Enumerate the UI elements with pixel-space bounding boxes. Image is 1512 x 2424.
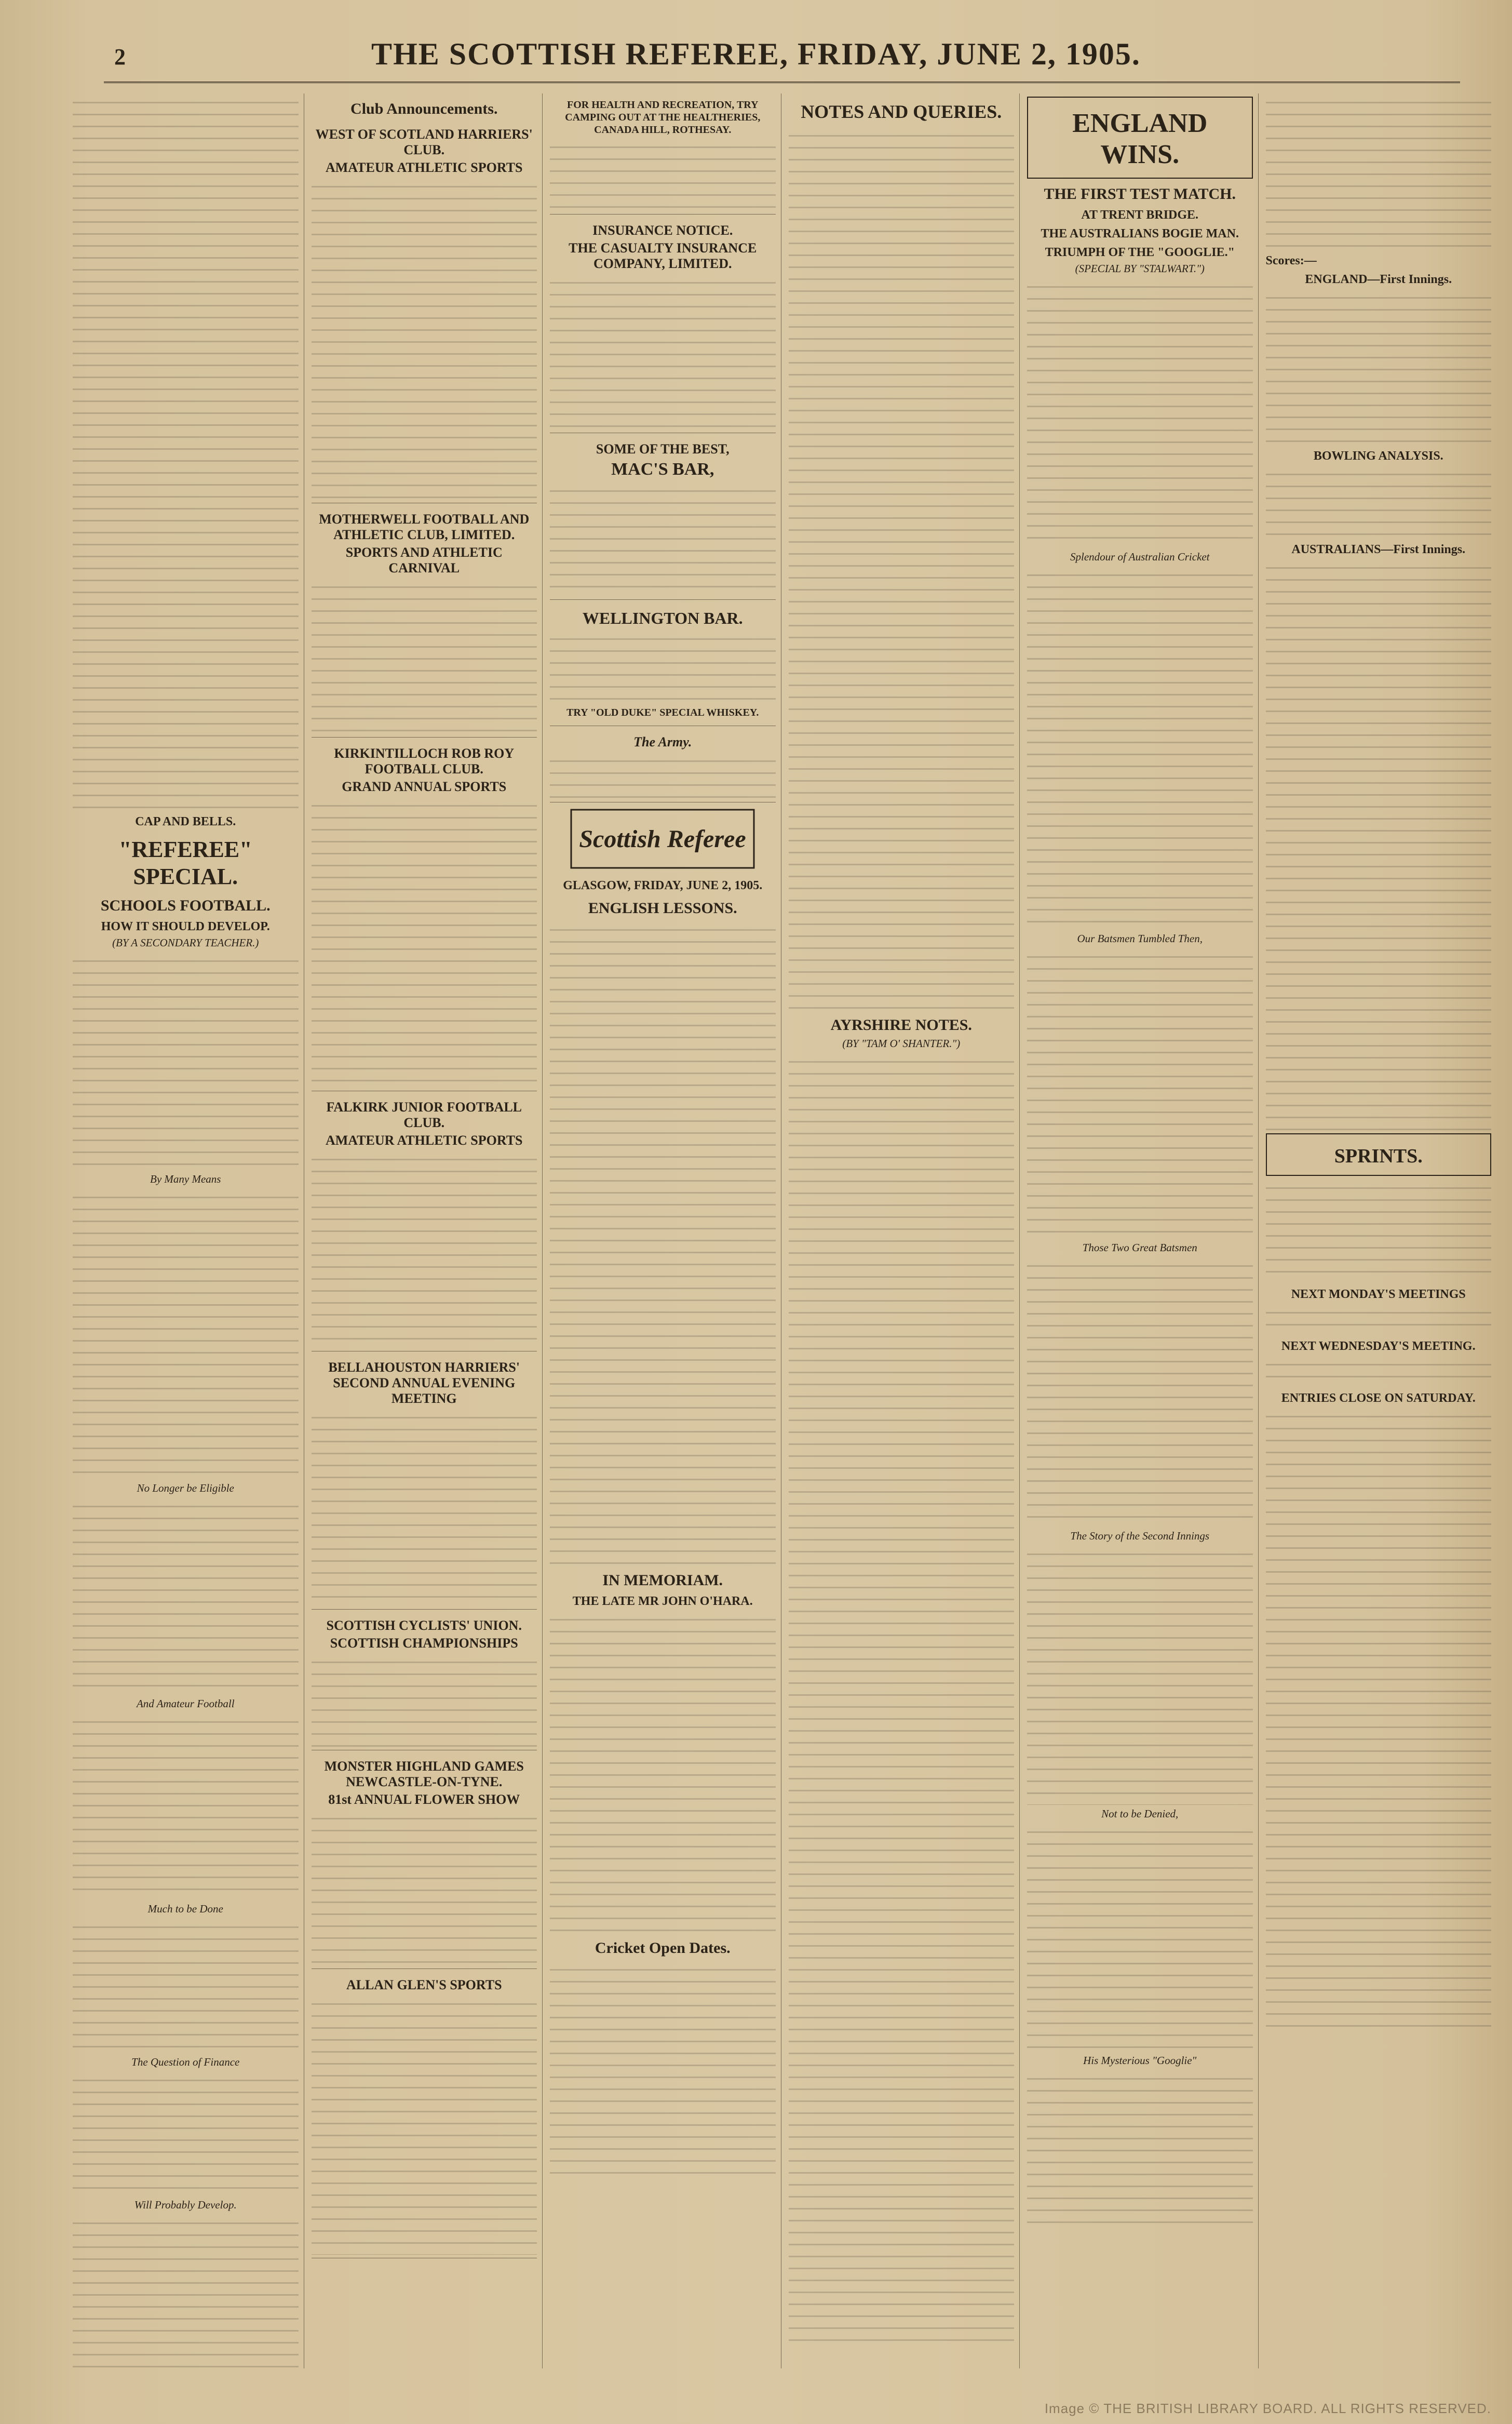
australians-first-innings-heading: AUSTRALIANS—First Innings.	[1291, 543, 1466, 556]
advert	[550, 729, 776, 802]
para-head: Will Probably Develop.	[134, 2199, 237, 2211]
next-wednesday-heading: NEXT WEDNESDAY'S MEETING.	[1281, 1340, 1476, 1353]
masthead-rule	[104, 82, 1460, 83]
advert-body	[312, 1409, 537, 1606]
advert-body	[312, 1150, 537, 1348]
text-block	[1266, 93, 1492, 249]
para-head: Much to be Done	[147, 1903, 223, 1915]
english-lessons-heading: ENGLISH LESSONS.	[588, 900, 737, 917]
dateline: GLASGOW, FRIDAY, JUNE 2, 1905.	[563, 879, 763, 892]
sprints-box	[1266, 1133, 1492, 1176]
scorecard	[1266, 559, 1492, 1130]
text-block	[1027, 2070, 1253, 2226]
advert-title: THE CASUALTY INSURANCE COMPANY, LIMITED.	[569, 240, 757, 271]
page-number: 2	[114, 44, 126, 70]
advert-body	[550, 752, 776, 799]
advert-body	[550, 274, 776, 430]
svg-text:Scottish Referee: Scottish Referee	[579, 825, 746, 853]
para-head: By Many Means	[150, 1173, 221, 1185]
advert	[550, 603, 776, 726]
advert-title: SCOTTISH CHAMPIONSHIPS	[330, 1636, 518, 1651]
advert-title: MOTHERWELL FOOTBALL AND ATHLETIC CLUB, LIMITED.	[319, 512, 530, 542]
trent-bridge-heading: AT TRENT BRIDGE.	[1081, 208, 1199, 222]
text-block	[1027, 1545, 1253, 1805]
notes-and-queries-heading: NOTES AND QUERIES.	[801, 101, 1002, 122]
para-head: Not to be Denied,	[1101, 1807, 1179, 1820]
text-block	[1027, 1823, 1253, 2052]
advert-body	[312, 578, 537, 734]
para-head: Those Two Great Batsmen	[1082, 1241, 1197, 1254]
ayrshire-notes-heading: AYRSHIRE NOTES.	[830, 1016, 972, 1034]
para-head: His Mysterious "Googlie"	[1083, 2054, 1197, 2067]
advert-title: The Army.	[633, 734, 692, 749]
entries-close-heading: ENTRIES CLOSE ON SATURDAY.	[1281, 1391, 1476, 1405]
text-block	[550, 1611, 776, 1933]
bogie-man-heading: THE AUSTRALIANS BOGIE MAN.	[1041, 227, 1239, 240]
in-memoriam-heading: IN MEMORIAM.	[602, 1572, 723, 1589]
advert-body	[550, 482, 776, 596]
googlie-heading: TRIUMPH OF THE "GOOGLIE."	[1045, 246, 1235, 259]
text-block	[1266, 1179, 1492, 1283]
byline: (SPECIAL BY "STALWART.")	[1075, 262, 1205, 275]
cricket-open-dates-heading: Cricket Open Dates.	[595, 1939, 731, 1957]
columns	[73, 93, 1496, 2368]
para-head: No Longer be Eligible	[137, 1482, 234, 1494]
advert-title: ALLAN GLEN'S SPORTS	[346, 1977, 502, 1992]
bowling-table	[1266, 465, 1492, 538]
scorecard	[1266, 289, 1492, 445]
bowling-analysis-heading: BOWLING ANALYSIS.	[1313, 449, 1443, 463]
text-block	[1266, 1356, 1492, 1387]
column-5	[1027, 93, 1259, 2368]
england-wins-headline	[1027, 97, 1253, 179]
text-block	[550, 921, 776, 1565]
advert-title: AMATEUR ATHLETIC SPORTS	[325, 1133, 523, 1148]
text-block	[1027, 948, 1253, 1239]
text-block	[73, 1918, 299, 2053]
para-head: Splendour of Australian Cricket	[1070, 551, 1210, 563]
advert-body	[312, 797, 537, 1088]
text-block	[73, 1497, 299, 1695]
column-2	[312, 93, 543, 2368]
advert	[312, 122, 537, 503]
text-block	[73, 93, 299, 810]
advert-title: INSURANCE NOTICE.	[592, 223, 733, 238]
advert-title: KIRKINTILLOCH ROB ROY FOOTBALL CLUB.	[334, 746, 515, 776]
advert-title: WEST OF SCOTLAND HARRIERS' CLUB.	[315, 127, 533, 157]
text-block	[1027, 278, 1253, 548]
first-test-heading: THE FIRST TEST MATCH.	[1044, 185, 1236, 203]
para-head: And Amateur Football	[136, 1697, 235, 1710]
scores-label: Scores:—	[1265, 254, 1317, 267]
advert-title: SPORTS AND ATHLETIC CARNIVAL	[345, 545, 503, 575]
advert	[550, 218, 776, 433]
column-6	[1266, 93, 1497, 2368]
next-monday-heading: NEXT MONDAY'S MEETINGS	[1291, 1288, 1466, 1301]
advert	[312, 506, 537, 738]
advert-title: FOR HEALTH AND RECREATION, TRY CAMPING OUT AT THE HEALTHERIES, CANADA HILL, ROTHESAY.	[565, 99, 761, 136]
column-1	[73, 93, 304, 2368]
advert-title: TRY "OLD DUKE" SPECIAL WHISKEY.	[566, 707, 759, 718]
paper-name-logo-art	[569, 808, 756, 870]
text-block	[73, 2214, 299, 2368]
column-3	[550, 93, 781, 2368]
advert	[550, 93, 776, 215]
advert-title: GRAND ANNUAL SPORTS	[342, 779, 507, 794]
advert	[312, 1613, 537, 1750]
text-block	[73, 952, 299, 1170]
sprints-heading: SPRINTS.	[1334, 1145, 1423, 1167]
para-head: Our Batsmen Tumbled Then,	[1077, 932, 1203, 945]
advert-body	[312, 1995, 537, 2255]
para-head: The Story of the Second Innings	[1070, 1530, 1210, 1542]
advert-title: MONSTER HIGHLAND GAMES NEWCASTLE-ON-TYNE.	[324, 1759, 524, 1789]
text-block	[1027, 566, 1253, 930]
how-it-should-develop-heading: HOW IT SHOULD DEVELOP.	[101, 920, 270, 933]
in-memoriam-subheading: THE LATE MR JOHN O'HARA.	[572, 1595, 753, 1608]
advert-title: BELLAHOUSTON HARRIERS' SECOND ANNUAL EVENING MEETING	[328, 1360, 520, 1406]
referee-special-heading: "REFEREE" SPECIAL.	[118, 837, 252, 889]
advert-body	[550, 138, 776, 211]
text-block	[1266, 1408, 1492, 2031]
advert-body	[312, 1810, 537, 1965]
masthead-title: THE SCOTTISH REFEREE, FRIDAY, JUNE 2, 1905.	[371, 37, 1141, 71]
advert	[312, 1355, 537, 1610]
text-block	[789, 1053, 1015, 2351]
column-4	[789, 93, 1020, 2368]
para-head: The Question of Finance	[131, 2056, 240, 2068]
advert-title: SCOTTISH CYCLISTS' UNION.	[326, 1618, 522, 1633]
masthead	[31, 36, 1481, 83]
text-block	[73, 2071, 299, 2196]
advert-title: MAC'S BAR,	[611, 460, 714, 479]
text-block	[550, 1961, 776, 2179]
text-block	[73, 1188, 299, 1479]
advert-title: SOME OF THE BEST,	[596, 441, 730, 457]
advert	[312, 1753, 537, 1969]
england-wins-heading: ENGLAND WINS.	[1072, 109, 1208, 169]
advert-title: FALKIRK JUNIOR FOOTBALL CLUB.	[326, 1100, 522, 1130]
advert-title: WELLINGTON BAR.	[582, 609, 743, 627]
advert	[312, 741, 537, 1091]
advert-title: 81st ANNUAL FLOWER SHOW	[328, 1792, 520, 1807]
advert-body	[312, 1653, 537, 1747]
text-block	[789, 127, 1015, 1010]
england-first-innings-heading: ENGLAND—First Innings.	[1305, 273, 1452, 286]
advert	[550, 436, 776, 600]
image-credit: Image © THE BRITISH LIBRARY BOARD. ALL RIGHTS RESERVED.	[1044, 2401, 1491, 2416]
paper-name-logo	[550, 808, 776, 873]
byline: (BY "TAM O' SHANTER.")	[842, 1037, 961, 1050]
poem-signoff: CAP AND BELLS.	[135, 815, 236, 828]
club-announcements-heading: Club Announcements.	[350, 100, 498, 117]
text-block	[73, 1713, 299, 1900]
advert-title: AMATEUR ATHLETIC SPORTS	[325, 160, 523, 175]
advert	[312, 1094, 537, 1351]
advert	[312, 1972, 537, 2258]
schools-football-heading: SCHOOLS FOOTBALL.	[100, 897, 271, 914]
text-block	[1266, 1304, 1492, 1335]
advert-body	[312, 178, 537, 500]
text-block	[1027, 1257, 1253, 1527]
byline: (BY A SECONDARY TEACHER.)	[112, 936, 259, 949]
advert-body	[550, 630, 776, 703]
